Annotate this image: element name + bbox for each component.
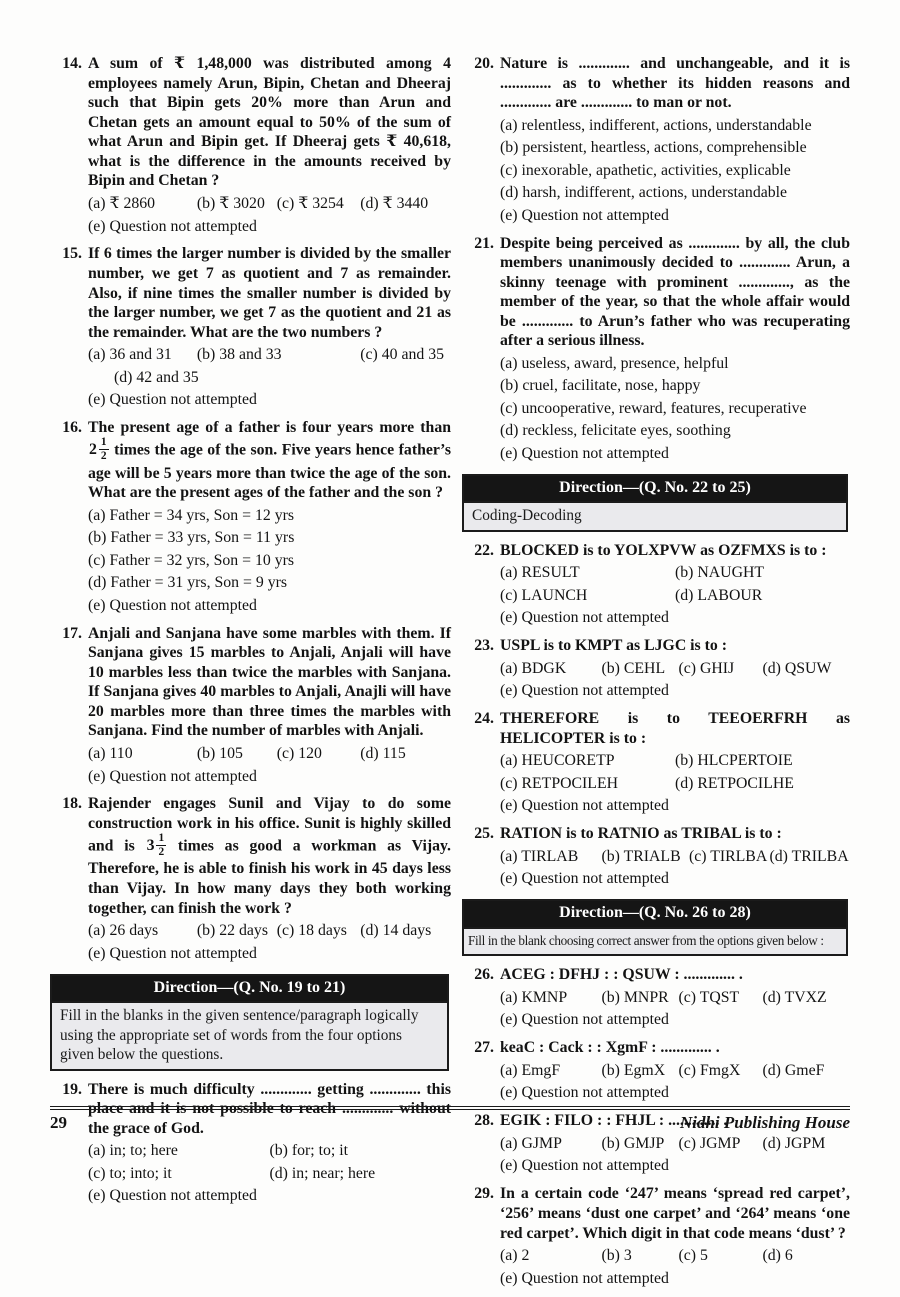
options-row bbox=[500, 1011, 850, 1030]
options-row bbox=[88, 768, 451, 787]
options-row bbox=[88, 369, 451, 388]
option: (d) 6 bbox=[762, 1247, 793, 1265]
question-16 bbox=[55, 418, 451, 615]
options bbox=[500, 1062, 850, 1103]
option: (d) RETPOCILHE bbox=[675, 774, 794, 792]
option: (c) JGMP bbox=[678, 1134, 741, 1152]
option: (a) TIRLAB bbox=[500, 847, 579, 865]
option: (d) QSUW bbox=[762, 659, 832, 677]
question-number: 24. bbox=[474, 710, 494, 728]
option: (d) JGPM bbox=[762, 1134, 826, 1152]
option: (b) NAUGHT bbox=[675, 564, 765, 582]
option: (e) Question not attempted bbox=[88, 391, 257, 409]
direction-block bbox=[462, 899, 848, 956]
option: (e) Question not attempted bbox=[88, 1187, 257, 1205]
question-18 bbox=[55, 794, 451, 963]
page-footer bbox=[50, 1106, 850, 1133]
option: (a) Father = 34 yrs, Son = 12 yrs bbox=[88, 506, 295, 524]
options-row bbox=[88, 922, 451, 941]
option: (e) Question not attempted bbox=[88, 217, 257, 235]
options-row bbox=[500, 355, 850, 374]
question-27 bbox=[467, 1038, 850, 1103]
option: (c) Father = 32 yrs, Son = 10 yrs bbox=[88, 551, 295, 569]
option: (a) 2 bbox=[500, 1247, 530, 1265]
question-text-segment: RATION is to RATNIO as TRIBAL is to : bbox=[500, 825, 782, 843]
option: (e) Question not attempted bbox=[500, 682, 669, 700]
option: (e) Question not attempted bbox=[500, 797, 669, 815]
question-text-segment: Nature is ............. and unchangeable, and it is ............. as to whether its hidden reasons and ............. are ............. to man or not. bbox=[500, 55, 850, 112]
options bbox=[500, 1247, 850, 1288]
options-row bbox=[500, 682, 850, 701]
option: (a) HEUCORETP bbox=[500, 752, 615, 770]
direction-block bbox=[50, 974, 449, 1071]
option: (b) 38 and 33 bbox=[196, 346, 282, 364]
option: (e) Question not attempted bbox=[500, 870, 669, 888]
question-17 bbox=[55, 624, 451, 787]
options bbox=[88, 195, 451, 236]
options-row bbox=[88, 1187, 451, 1206]
options-row bbox=[500, 1135, 850, 1154]
question-text-segment: Despite being perceived as ............. by all, the club members unanimously decided to ............. Arun, a skinny teenage with prominent ............., as the member of the year, so that the whole affair would be ............. to Arun’s father who was recuperating after a serious illness. bbox=[500, 234, 850, 350]
options-row bbox=[500, 162, 850, 181]
options bbox=[500, 848, 850, 889]
options-row bbox=[500, 848, 850, 867]
question-text bbox=[500, 541, 850, 561]
option: (b) MNPR bbox=[601, 988, 669, 1006]
question-15 bbox=[55, 244, 451, 410]
options-row bbox=[88, 346, 451, 365]
direction-title: Direction—(Q. No. 22 to 25) bbox=[464, 476, 846, 501]
options bbox=[500, 1135, 850, 1176]
options-row bbox=[88, 529, 451, 548]
options-row bbox=[500, 1157, 850, 1176]
question-20 bbox=[467, 54, 850, 226]
options bbox=[88, 507, 451, 616]
options-row bbox=[500, 752, 850, 771]
option: (c) GHIJ bbox=[678, 659, 735, 677]
publisher-name: Nidhi Publishing House bbox=[679, 1113, 850, 1132]
question-number: 19. bbox=[62, 1080, 82, 1098]
question-number: 15. bbox=[62, 245, 82, 263]
question-text bbox=[88, 418, 451, 503]
options bbox=[500, 660, 850, 701]
options-row bbox=[88, 195, 451, 214]
question-22 bbox=[467, 541, 850, 628]
question-text bbox=[500, 965, 850, 985]
option: (a) BDGK bbox=[500, 659, 567, 677]
fraction-stack bbox=[99, 437, 109, 463]
question-text-segment: THEREFORE is to TEEOERFRH as HELICOPTER is to : bbox=[500, 710, 850, 747]
option: (b) Father = 33 yrs, Son = 11 yrs bbox=[88, 529, 295, 547]
options bbox=[500, 355, 850, 464]
option: (e) Question not attempted bbox=[500, 444, 669, 462]
option: (d) 115 bbox=[360, 745, 406, 763]
option: (b) for; to; it bbox=[269, 1142, 349, 1160]
question-text-segment: If 6 times the larger number is divided by the smaller number, we get 7 as quotient and 7 as remainder. Also, if nine times the smaller number is divided by the larger number, we get 7 as the quotient and 21 as the remainder. What are the two numbers ? bbox=[88, 245, 451, 341]
options-row bbox=[500, 184, 850, 203]
option: (a) 36 and 31 bbox=[88, 346, 172, 364]
options-row bbox=[500, 117, 850, 136]
option: (d) TVXZ bbox=[762, 988, 827, 1006]
option: (b) 105 bbox=[196, 745, 243, 763]
option: (e) Question not attempted bbox=[88, 767, 257, 785]
question-text-segment: Anjali and Sanjana have some marbles with them. If Sanjana gives 15 marbles to Anjali, Anjali will have 10 marbles less than twice the marbles with Sanjana. If Sanjana gives 40 marbles to Anjali, Anajli will have 20 marbles more than three times the marbles with Sanjana. Find the number of marbles with Anjali. bbox=[88, 624, 451, 740]
option: (c) TQST bbox=[678, 988, 740, 1006]
option: (e) Question not attempted bbox=[500, 1084, 669, 1102]
options-row bbox=[88, 218, 451, 237]
question-26 bbox=[467, 965, 850, 1030]
option: (c) ₹ 3254 bbox=[276, 195, 344, 213]
question-text-segment: EGIK : FILO : : FHJL : ............. . bbox=[500, 1112, 728, 1130]
question-text bbox=[88, 624, 451, 741]
options-row bbox=[500, 797, 850, 816]
question-text-segment: times as good a workman as Vijay. Therefore, he is able to finish his work in 45 days less than Vijay. In how many days they both working together, can finish the work ? bbox=[88, 837, 452, 917]
direction-body: Fill in the blanks in the given sentence/paragraph logically using the appropriate set of words from the four options given below the questions. bbox=[52, 1001, 447, 1069]
option: (e) Question not attempted bbox=[500, 1157, 669, 1175]
option: (c) TIRLBA bbox=[689, 847, 768, 865]
options bbox=[88, 346, 451, 410]
options bbox=[88, 745, 451, 786]
question-text-segment: ACEG : DFHJ : : QSUW : ............. . bbox=[500, 966, 743, 984]
question-text-segment: Rajender engages Sunil and Vijay to do some construction work in his office. Sunit is highly skilled and is bbox=[88, 795, 451, 855]
question-number: 17. bbox=[62, 624, 82, 642]
options bbox=[88, 922, 451, 963]
question-number: 23. bbox=[474, 637, 494, 655]
options-row bbox=[88, 574, 451, 593]
question-23 bbox=[467, 636, 850, 701]
options-row bbox=[500, 870, 850, 889]
fraction-whole: 3 bbox=[146, 836, 155, 854]
option: (c) LAUNCH bbox=[500, 586, 588, 604]
option: (d) 14 days bbox=[360, 922, 432, 940]
options bbox=[88, 1142, 451, 1206]
question-text-segment: times the age of the son. Five years hence father’s age will be 5 years more than twice the age of the son. What are the present ages of the father and the son ? bbox=[88, 441, 451, 502]
mixed-fraction bbox=[88, 437, 110, 463]
option: (c) RETPOCILEH bbox=[500, 774, 619, 792]
option: (c) 18 days bbox=[276, 922, 347, 940]
options-row bbox=[500, 445, 850, 464]
option: (b) ₹ 3020 bbox=[196, 195, 265, 213]
question-14 bbox=[55, 54, 451, 236]
question-text-segment: A sum of ₹ 1,48,000 was distributed among 4 employees namely Arun, Bipin, Chetan and Dheeraj such that Bipin gets 20% more than Arun and Chetan gets an amount equal to 50% of the sum of what Arun and Bipin get. If Dheeraj gets ₹ 40,618, what is the difference in the amounts received by Bipin and Chetan ? bbox=[88, 55, 451, 190]
option: (a) ₹ 2860 bbox=[88, 195, 156, 213]
question-number: 28. bbox=[474, 1112, 494, 1130]
question-text bbox=[88, 54, 451, 191]
question-number: 21. bbox=[474, 234, 494, 252]
option: (c) to; into; it bbox=[88, 1164, 172, 1182]
option: (d) LABOUR bbox=[675, 586, 763, 604]
direction-body: Coding-Decoding bbox=[464, 501, 846, 530]
fraction-numerator: 1 bbox=[156, 833, 166, 846]
question-text bbox=[500, 709, 850, 748]
option: (d) ₹ 3440 bbox=[360, 195, 429, 213]
question-21 bbox=[467, 234, 850, 464]
option: (d) 42 and 35 bbox=[114, 368, 199, 386]
option: (a) 26 days bbox=[88, 922, 159, 940]
options-row bbox=[500, 1270, 850, 1289]
question-number: 29. bbox=[474, 1185, 494, 1203]
options-row bbox=[500, 660, 850, 679]
options bbox=[500, 752, 850, 816]
options-row bbox=[88, 507, 451, 526]
question-number: 22. bbox=[474, 541, 494, 559]
options bbox=[500, 564, 850, 628]
option: (b) CEHL bbox=[601, 659, 666, 677]
question-text bbox=[500, 1184, 850, 1243]
option: (d) in; near; here bbox=[269, 1164, 376, 1182]
options-row bbox=[500, 775, 850, 794]
options bbox=[500, 117, 850, 226]
question-24 bbox=[467, 709, 850, 816]
options-row bbox=[88, 1142, 451, 1161]
option: (d) harsh, indifferent, actions, understandable bbox=[500, 184, 788, 202]
options-row bbox=[88, 945, 451, 964]
question-number: 18. bbox=[62, 795, 82, 813]
question-25 bbox=[467, 824, 850, 889]
question-text bbox=[500, 824, 850, 844]
option: (c) 5 bbox=[678, 1247, 708, 1265]
question-text bbox=[88, 794, 451, 918]
fraction-numerator: 1 bbox=[99, 437, 109, 450]
option: (b) GMJP bbox=[601, 1134, 665, 1152]
fraction-denominator: 2 bbox=[158, 845, 165, 858]
fraction-denominator: 2 bbox=[100, 449, 107, 462]
options-row bbox=[500, 1084, 850, 1103]
question-number: 26. bbox=[474, 966, 494, 984]
option: (c) FmgX bbox=[678, 1061, 741, 1079]
option: (a) KMNP bbox=[500, 988, 568, 1006]
options bbox=[500, 989, 850, 1030]
option: (c) uncooperative, reward, features, recuperative bbox=[500, 399, 807, 417]
question-text bbox=[500, 54, 850, 113]
question-text-segment: BLOCKED is to YOLXPVW as OZFMXS is to : bbox=[500, 541, 827, 559]
options-row bbox=[500, 377, 850, 396]
question-text bbox=[500, 1038, 850, 1058]
option: (e) Question not attempted bbox=[88, 944, 257, 962]
question-number: 20. bbox=[474, 55, 494, 72]
direction-body: Fill in the blank choosing correct answer from the options given below : bbox=[464, 927, 846, 955]
option: (c) 40 and 35 bbox=[360, 346, 445, 364]
option: (b) 3 bbox=[601, 1247, 632, 1265]
option: (a) relentless, indifferent, actions, understandable bbox=[500, 116, 812, 134]
question-number: 27. bbox=[474, 1039, 494, 1057]
question-text bbox=[500, 234, 850, 351]
option: (a) in; to; here bbox=[88, 1142, 178, 1160]
question-text bbox=[500, 636, 850, 656]
options-row bbox=[500, 564, 850, 583]
option: (e) Question not attempted bbox=[500, 609, 669, 627]
question-number: 14. bbox=[62, 55, 82, 72]
option: (c) inexorable, apathetic, activities, explicable bbox=[500, 161, 791, 179]
question-text-segment: keaC : Cack : : XgmF : ............. . bbox=[500, 1039, 720, 1057]
direction-title: Direction—(Q. No. 26 to 28) bbox=[464, 901, 846, 926]
option: (e) Question not attempted bbox=[500, 1269, 669, 1287]
option: (e) Question not attempted bbox=[88, 596, 257, 614]
option: (a) GJMP bbox=[500, 1134, 562, 1152]
option: (a) RESULT bbox=[500, 564, 580, 582]
option: (b) HLCPERTOIE bbox=[675, 752, 793, 770]
option: (d) reckless, felicitate eyes, soothing bbox=[500, 422, 731, 440]
options-row bbox=[88, 1165, 451, 1184]
question-19 bbox=[55, 1080, 451, 1207]
option: (d) TRILBA bbox=[769, 847, 849, 865]
options-row bbox=[88, 597, 451, 616]
options-row bbox=[88, 552, 451, 571]
fraction-whole: 2 bbox=[89, 440, 97, 458]
question-text-segment: The present age of a father is four years more than bbox=[88, 419, 451, 437]
option: (a) EmgF bbox=[500, 1061, 561, 1079]
option: (b) cruel, facilitate, nose, happy bbox=[500, 377, 701, 395]
option: (a) 110 bbox=[88, 745, 133, 763]
page-number: 29 bbox=[50, 1113, 67, 1132]
options-row bbox=[500, 139, 850, 158]
options-row bbox=[500, 400, 850, 419]
option: (a) useless, award, presence, helpful bbox=[500, 354, 729, 372]
direction-block bbox=[462, 474, 848, 532]
direction-title: Direction—(Q. No. 19 to 21) bbox=[52, 976, 447, 1001]
question-text-segment: USPL is to KMPT as LJGC is to : bbox=[500, 637, 728, 655]
option: (c) 120 bbox=[276, 745, 322, 763]
option: (e) Question not attempted bbox=[500, 1011, 669, 1029]
question-number: 16. bbox=[62, 419, 82, 437]
option: (b) persistent, heartless, actions, comprehensible bbox=[500, 139, 807, 157]
question-number: 25. bbox=[474, 825, 494, 843]
options-row bbox=[500, 1247, 850, 1266]
options-row bbox=[500, 989, 850, 1008]
options-row bbox=[88, 391, 451, 410]
fraction-stack bbox=[156, 833, 166, 859]
options-row bbox=[500, 609, 850, 628]
option: (e) Question not attempted bbox=[500, 206, 669, 224]
option: (b) EgmX bbox=[601, 1061, 666, 1079]
question-text-segment: There is much difficulty ............. getting ............. this place and it is not possible to reach ............. without the grace of God. bbox=[88, 1080, 451, 1137]
option: (d) GmeF bbox=[762, 1061, 825, 1079]
options-row bbox=[500, 422, 850, 441]
option: (d) Father = 31 yrs, Son = 9 yrs bbox=[88, 574, 288, 592]
question-text bbox=[88, 244, 451, 342]
options-row bbox=[88, 745, 451, 764]
options-row bbox=[500, 587, 850, 606]
options-row bbox=[500, 207, 850, 226]
mixed-fraction bbox=[146, 833, 168, 859]
options-row bbox=[500, 1062, 850, 1081]
option: (b) 22 days bbox=[196, 922, 268, 940]
question-text-segment: In a certain code ‘247’ means ‘spread red carpet’, ‘256’ means ‘dust one carpet’ and ‘264’ means ‘one red carpet’. Which digit in that code means ‘dust’ ? bbox=[500, 1185, 850, 1242]
option: (b) TRIALB bbox=[601, 847, 681, 865]
